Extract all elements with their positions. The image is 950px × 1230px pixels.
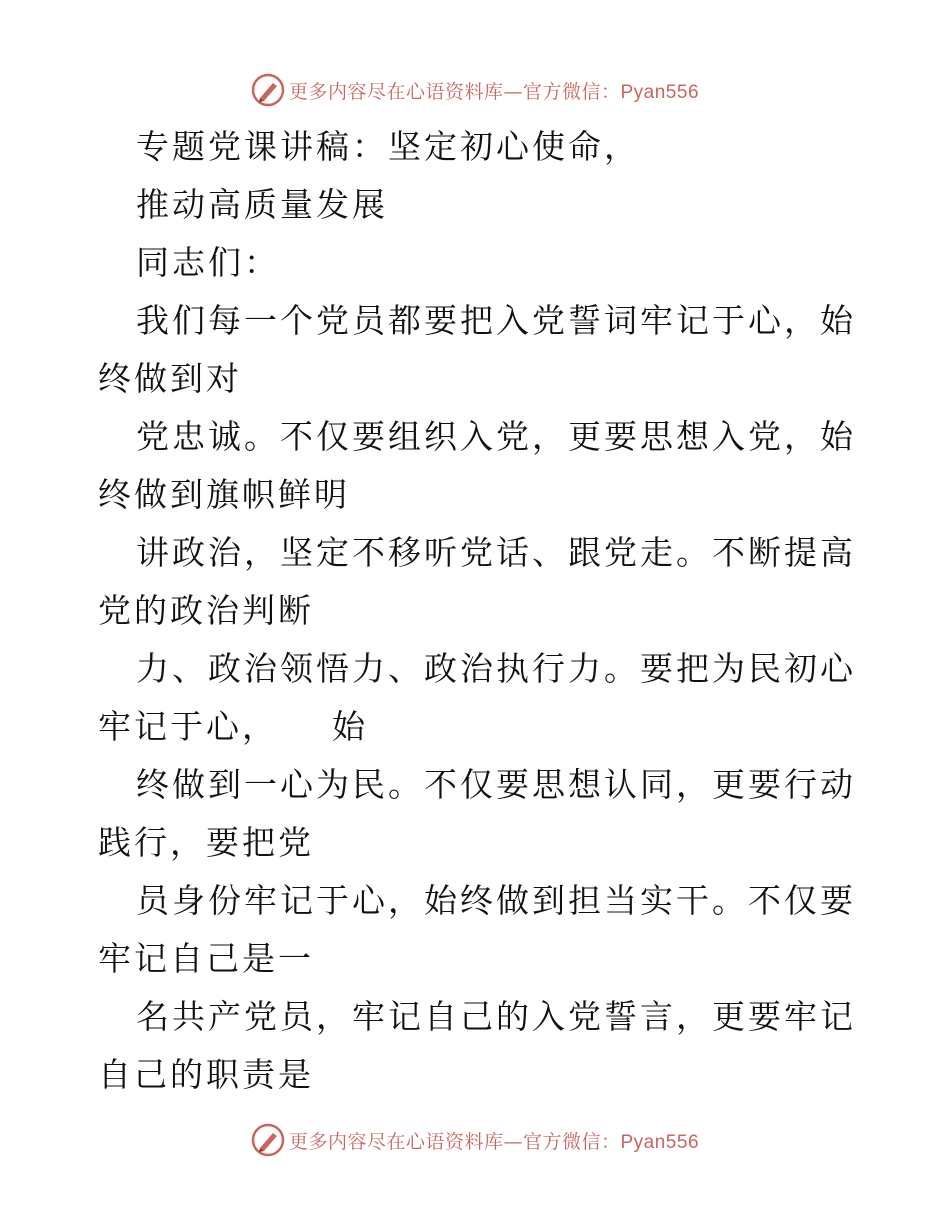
paragraph: 专题党课讲稿：坚定初心使命， <box>136 127 640 166</box>
document-body <box>98 118 858 1104</box>
paragraph: 同志们： <box>136 243 280 282</box>
watermark-label: 更多内容尽在心语资料库—官方微信： <box>288 80 621 103</box>
watermark-label: 更多内容尽在心语资料库—官方微信： <box>288 1130 621 1153</box>
watermark-text <box>289 1127 699 1154</box>
paragraph: 我们每一个党员都要把入党誓词牢记于心，始终做到对 <box>98 301 856 398</box>
pen-logo-icon <box>251 73 285 107</box>
paragraph: 终做到一心为民。不仅要思想认同，更要行动践行，要把党 <box>98 765 856 862</box>
paragraph: 推动高质量发展 <box>136 185 388 224</box>
watermark-text <box>289 77 699 104</box>
footer-watermark <box>0 1120 950 1160</box>
paragraph: 名共产党员，牢记自己的入党誓言，更要牢记自己的职责是 <box>98 997 856 1094</box>
paragraph: 员身份牢记于心，始终做到担当实干。不仅要牢记自己是一 <box>98 881 856 978</box>
watermark-handle: Pyan556 <box>620 81 700 103</box>
paragraph: 党忠诚。不仅要组织入党，更要思想入党，始终做到旗帜鲜明 <box>98 417 856 514</box>
watermark-handle: Pyan556 <box>620 1131 700 1153</box>
header-watermark <box>0 70 950 110</box>
paragraph: 讲政治，坚定不移听党话、跟党走。不断提高党的政治判断 <box>98 533 856 630</box>
pen-logo-icon <box>251 1123 285 1157</box>
paragraph: 力、政治领悟力、政治执行力。要把为民初心牢记于心， 始 <box>98 649 856 746</box>
